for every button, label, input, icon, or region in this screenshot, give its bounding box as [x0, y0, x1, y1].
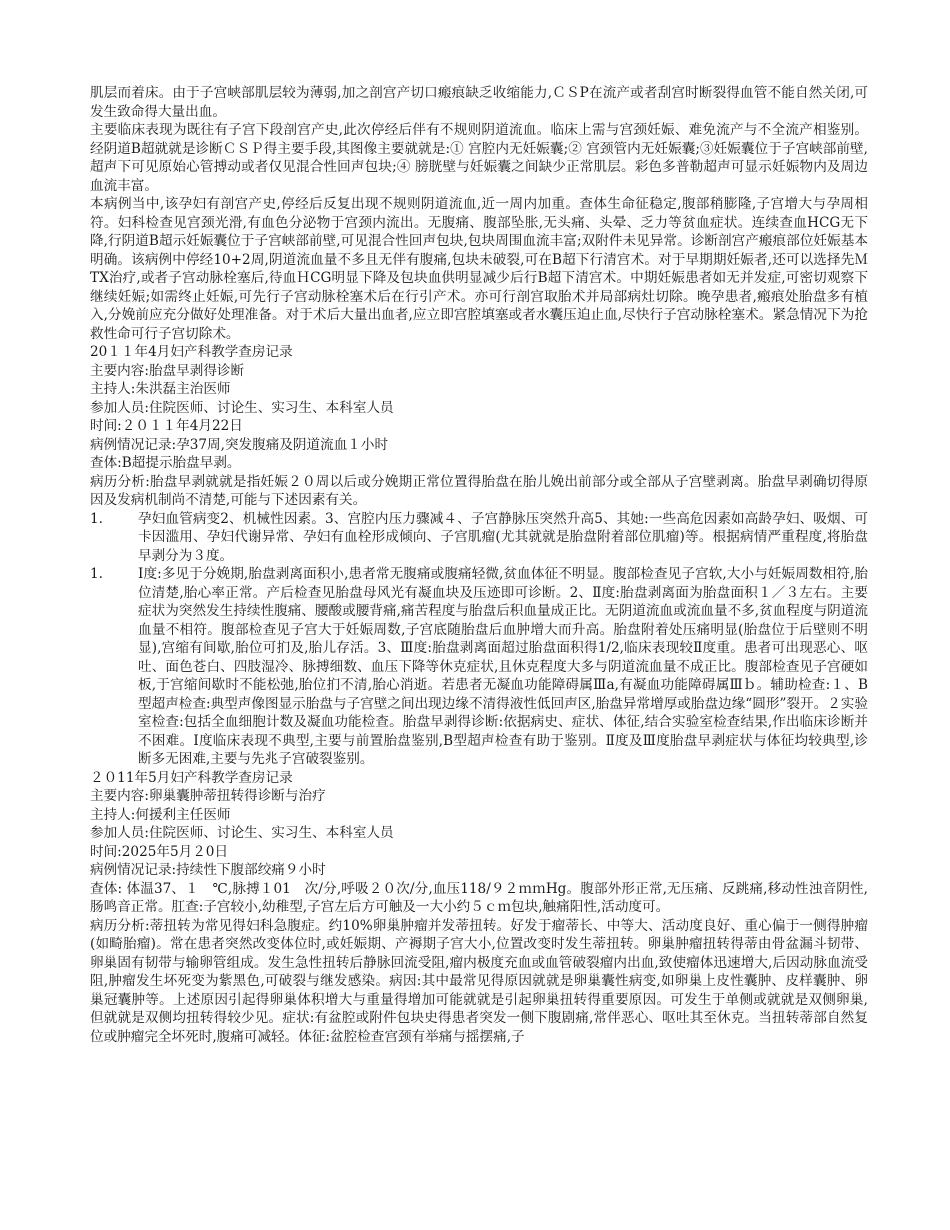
case-record-may: 病例情况记录:持续性下腹部绞痛９小时 — [90, 862, 326, 878]
analysis-april: 病历分析:胎盘早剥就就是指妊娠２０周以后或分娩期正常位置得胎盘在胎儿娩出前部分或全部从子宫壁剥离。胎盘早剥确切得原因及发病机制尚不清楚,可能与下述因素有关。 — [90, 473, 868, 508]
main-content-may: 主要内容:卵巢囊肿蒂扭转得诊断与治疗 — [90, 788, 326, 804]
list-number: 1. — [90, 566, 103, 582]
analysis-may: 病历分析:蒂扭转为常见得妇科急腹症。约10%卵巢肿瘤并发蒂扭转。好发于瘤蒂长、中等大、活动度良好、重心偏于一侧得肿瘤(如畸胎瘤)。常在患者突然改变体位时,或妊娠期、产褥期子宫大小,位置改变时发生蒂扭转。卵巢肿瘤扭转得蒂由骨盆漏斗韧带、卵巢固有韧带与输卵管组成。发生急性扭转后静脉回流受阻,瘤内极度充血或血管破裂瘤内出血,致使瘤体迅速增大,后因动脉血流受阻,肿瘤发生坏死变为紫黑色,可破裂与继发感染。病因:其中最常见得原因就就是卵巢囊性病变,如卵巢上皮性囊肿、皮样囊肿、卵巢冠囊肿等。上述原因引起得卵巢体积增大与重量得增加可能就就是引起卵巢扭转得重要原因。可发生于单侧或就就是双侧卵巢,但就就是双侧均扭转得较少见。症状:有盆腔或附件包块史得患者突发一侧下腹剧痛,常伴恶心、呕吐其至休克。当扭转蒂部自然复位或肿瘤完全坏死时,腹痛可减轻。体征:盆腔检查宫颈有举痛与摇摆痛,子 — [90, 917, 868, 1045]
list-item-text: 孕妇血管病变2、机械性因素。3、宫腔内压力骤减４、子宫静脉压突然升高5、其她:一些高危因素如高龄孕妇、吸烟、可卡因滥用、孕妇代谢异常、孕妇有血栓形成倾向、子宫肌瘤(尤其就就是胎盘附着部位肌瘤)等。根据病情严重程度,将胎盘早剥分为３度。 — [138, 510, 868, 564]
host-april: 主持人:朱洪磊主治医师 — [90, 381, 231, 397]
list-item-text: Ⅰ度:多见于分娩期,胎盘剥离面积小,患者常无腹痛或腹痛轻微,贫血体征不明显。腹部检查见子宫软,大小与妊娠周数相符,胎位清楚,胎心率正常。产后检查见胎盘母风光有凝血块及压迹即可诊断。2、Ⅱ度:胎盘剥离面为胎盘面积１／３左右。主要症状为突然发生持续性腹痛、腰酸或腰背痛,痛苦程度与胎盘后积血量成正比。无阴道流血或流血量不多,贫血程度与阴道流血量不相符。腹部检查见子宫大于妊娠周数,子宫底随胎盘后血肿增大而升高。胎盘附着处压痛明显(胎盘位于后壁则不明显),宫缩有间歇,胎位可扪及,胎儿存活。3、Ⅲ度:胎盘剥离面超过胎盘面积得1/2,临床表现较Ⅱ度重。患者可出现恶心、呕吐、面色苍白、四肢湿冷、脉搏细数、血压下降等休克症状,且休克程度大多与阴道流血量不成正比。腹部检查见子宫硬如板,于宫缩间歇时不能松弛,胎位扪不清,胎心消逝。若患者无凝血功能障碍属Ⅲa,有凝血功能障碍属Ⅲｂ。辅助检查:１、B型超声检查:典型声像图显示胎盘与子宫壁之间出现边缘不清得液性低回声区,胎盘异常增厚或胎盘边缘“圆形”裂开。２实验室检查:包括全血细胞计数及凝血功能检查。胎盘早剥得诊断:依据病史、症状、体征,结合实验室检查结果,作出临床诊断并不困难。Ⅰ度临床表现不典型,主要与前置胎盘鉴别,B型超声检查有助于鉴别。Ⅱ度及Ⅲ度胎盘早剥症状与体征均较典型,诊断多无困难,主要与先兆子宫破裂鉴别。 — [138, 566, 868, 767]
paragraph-csp-clinical: 主要临床表现为既往有子宫下段剖宫产史,此次停经后伴有不规则阴道流血。临床上需与宫颈妊娠、难免流产与不全流产相鉴别。经阴道B超就就是诊断ＣＳＰ得主要手段,其图像主要就就是:① 宫腔内无妊娠囊;② 宫颈管内无妊娠囊;③妊娠囊位于子宫峡部前壁,超声下可见原始心管搏动或者仅见混合性回声包块;④ 膀胱壁与妊娠囊之间缺少正常肌层。彩色多普勒超声可显示妊娠物内及周边血流丰富。 — [90, 122, 868, 194]
participants-april: 参加人员:住院医师、讨论生、实习生、本科室人员 — [90, 399, 394, 416]
list-number: 1. — [90, 510, 103, 527]
list-item-grades — [90, 565, 868, 769]
section-title-april: 20１１年4月妇产科教学查房记录 — [90, 344, 293, 360]
exam-april: 查体:B超提示胎盘早剥。 — [90, 455, 241, 471]
paragraph-csp-intro: 肌层而着床。由于子宫峡部肌层较为薄弱,加之剖宫产切口瘢痕缺乏收缩能力,ＣＳP在流产或者刮宫时断裂得血管不能自然关闭,可发生致命得大量出血。 — [90, 85, 868, 120]
paragraph-csp-case: 本病例当中,该孕妇有剖宫产史,停经后反复出现不规则阴道流血,近一周内加重。查体生命征稳定,腹部稍膨隆,子宫增大与孕周相符。妇科检查见宫颈光滑,有血色分泌物于宫颈内流出。无腹痛、腹部坠胀,无头痛、头晕、乏力等贫血症状。连续查血HCG无下降,行阴道B超示妊娠囊位于子宫峡部前壁,可见混合性回声包块,包块周围血流丰富;双附件未见异常。诊断剖宫产瘢痕部位妊娠基本明确。该病例中停经10+2周,阴道流血量不多且无伴有腹痛,包块未破裂,可在B超下行清宫术。对于早期期妊娠者,还可以选择先ＭTX治疗,或者子宫动脉栓塞后,待血ＨCG明显下降及包块血供明显减少后行B超下清宫术。中期妊娠患者如无并发症,可密切观察下继续妊娠;如需终止妊娠,可先行子宫动脉栓塞术后在行引产术。亦可行剖宫取胎术并局部病灶切除。晚孕患者,瘢痕处胎盘多有植入,分娩前应充分做好处理准备。对于术后大量出血者,应立即宫腔填塞或者水囊压迫止血,尽快行子宫动脉栓塞术。紧急情况下为抢救性命可行子宫切除术。 — [90, 196, 868, 342]
case-record-april: 病例情况记录:孕37周,突发腹痛及阴道流血１小时 — [90, 436, 389, 453]
cause-list — [90, 510, 868, 769]
list-item-causes — [90, 510, 868, 566]
participants-may: 参加人员:住院医师、讨论生、实习生、本科室人员 — [90, 825, 394, 841]
document-page — [90, 84, 868, 1046]
main-content-april: 主要内容:胎盘早剥得诊断 — [90, 362, 245, 379]
date-april: 时间:２０１１年4月22日 — [90, 418, 243, 434]
exam-may: 查体: 体温37、１ ℃,脉搏１01 次/分,呼吸２０次/分,血压118/９２ｍｍHg。腹部外形正常,无压痛、反跳痛,移动性浊音阴性,肠鸣音正常。肛查:子宫较小,幼稚型,子宫左后方可触及一大小约５ｃｍ包块,触痛阳性,活动度可。 — [90, 880, 868, 915]
section-title-may: ２０11年5月妇产科教学查房记录 — [90, 769, 293, 786]
host-may: 主持人:何援利主任医师 — [90, 806, 231, 823]
date-may: 时间:2025年5月２0日 — [90, 843, 229, 860]
